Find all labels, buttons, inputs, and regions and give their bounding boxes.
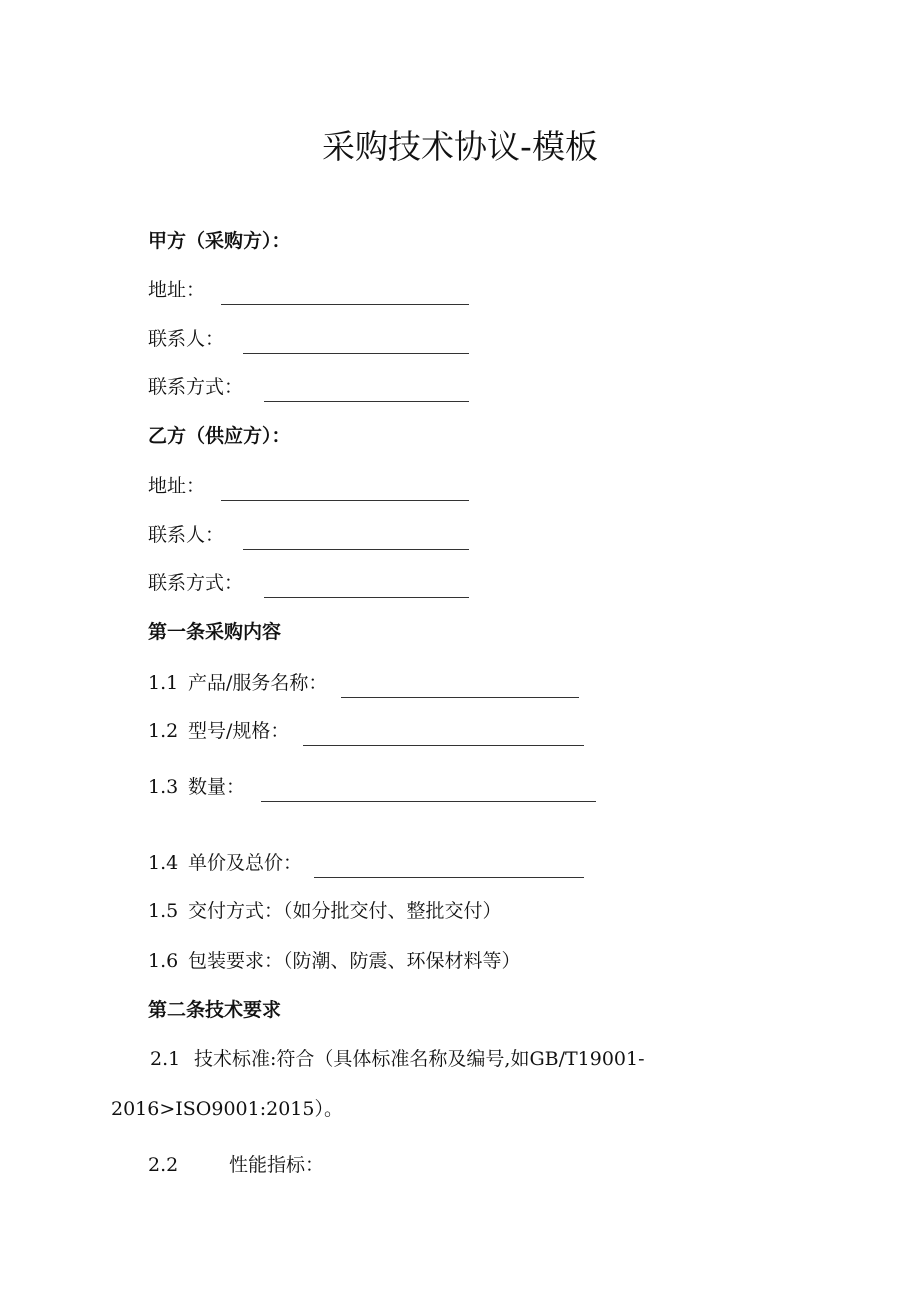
item-number: 1.5 <box>148 900 179 922</box>
party-b-contact-label: 联系人： <box>148 524 225 546</box>
item-number: 2.1 <box>150 1048 181 1070</box>
party-a-contact-row <box>148 324 469 354</box>
document-title: 采购技术协议-模板 <box>322 127 598 166</box>
item-2-1-text: 技术标准:符合（具体标准名称及编号,如GB/T19001- <box>194 1048 645 1070</box>
section2-heading: 第二条技术要求 <box>148 999 282 1021</box>
party-a-address-label: 地址： <box>148 279 206 301</box>
party-b-phone-label: 联系方式： <box>148 572 244 594</box>
item-1-2-row <box>148 716 584 746</box>
item-2-2-row <box>148 1150 324 1180</box>
item-number: 1.1 <box>148 672 179 694</box>
item-label: 单价及总价： <box>188 852 303 874</box>
price-field[interactable] <box>314 855 584 878</box>
party-a-contact-field[interactable] <box>243 331 469 354</box>
item-1-5-row <box>148 896 502 926</box>
item-label: 型号/规格： <box>188 720 290 742</box>
item-number: 1.2 <box>148 720 179 742</box>
party-b-phone-field[interactable] <box>264 575 469 598</box>
section1-heading: 第一条采购内容 <box>148 621 282 643</box>
party-b-heading: 乙方（供应方）： <box>148 425 291 447</box>
item-label: 产品/服务名称： <box>188 672 328 694</box>
party-b-contact-field[interactable] <box>243 527 469 550</box>
model-spec-field[interactable] <box>303 723 584 746</box>
item-label: 包装要求：（防潮、防震、环保材料等） <box>188 950 521 972</box>
quantity-field[interactable] <box>261 779 596 802</box>
party-a-address-field[interactable] <box>221 282 469 305</box>
party-a-phone-row <box>148 372 469 402</box>
party-a-phone-field[interactable] <box>264 379 469 402</box>
item-2-2-label: 性能指标： <box>229 1154 325 1176</box>
item-1-3-row <box>148 772 596 802</box>
party-b-address-row <box>148 471 469 501</box>
party-a-contact-label: 联系人： <box>148 328 225 350</box>
item-number: 1.4 <box>148 852 179 874</box>
item-2-1-line1 <box>150 1044 645 1074</box>
party-a-address-row <box>148 275 469 305</box>
item-1-4-row <box>148 848 584 878</box>
party-b-phone-row <box>148 568 469 598</box>
item-number: 1.6 <box>148 950 179 972</box>
item-1-1-row <box>148 668 579 698</box>
item-1-6-row <box>148 946 521 976</box>
item-label: 数量： <box>188 776 246 798</box>
party-b-address-field[interactable] <box>221 478 469 501</box>
item-label: 交付方式：（如分批交付、整批交付） <box>188 900 502 922</box>
item-number: 1.3 <box>148 776 179 798</box>
party-b-contact-row <box>148 520 469 550</box>
product-name-field[interactable] <box>341 675 579 698</box>
item-2-1-line2: 2016>ISO9001:2015）。 <box>111 1098 343 1120</box>
party-a-heading: 甲方（采购方）： <box>148 230 291 252</box>
party-a-phone-label: 联系方式： <box>148 376 244 398</box>
item-number: 2.2 <box>148 1154 179 1176</box>
party-b-address-label: 地址： <box>148 475 206 497</box>
